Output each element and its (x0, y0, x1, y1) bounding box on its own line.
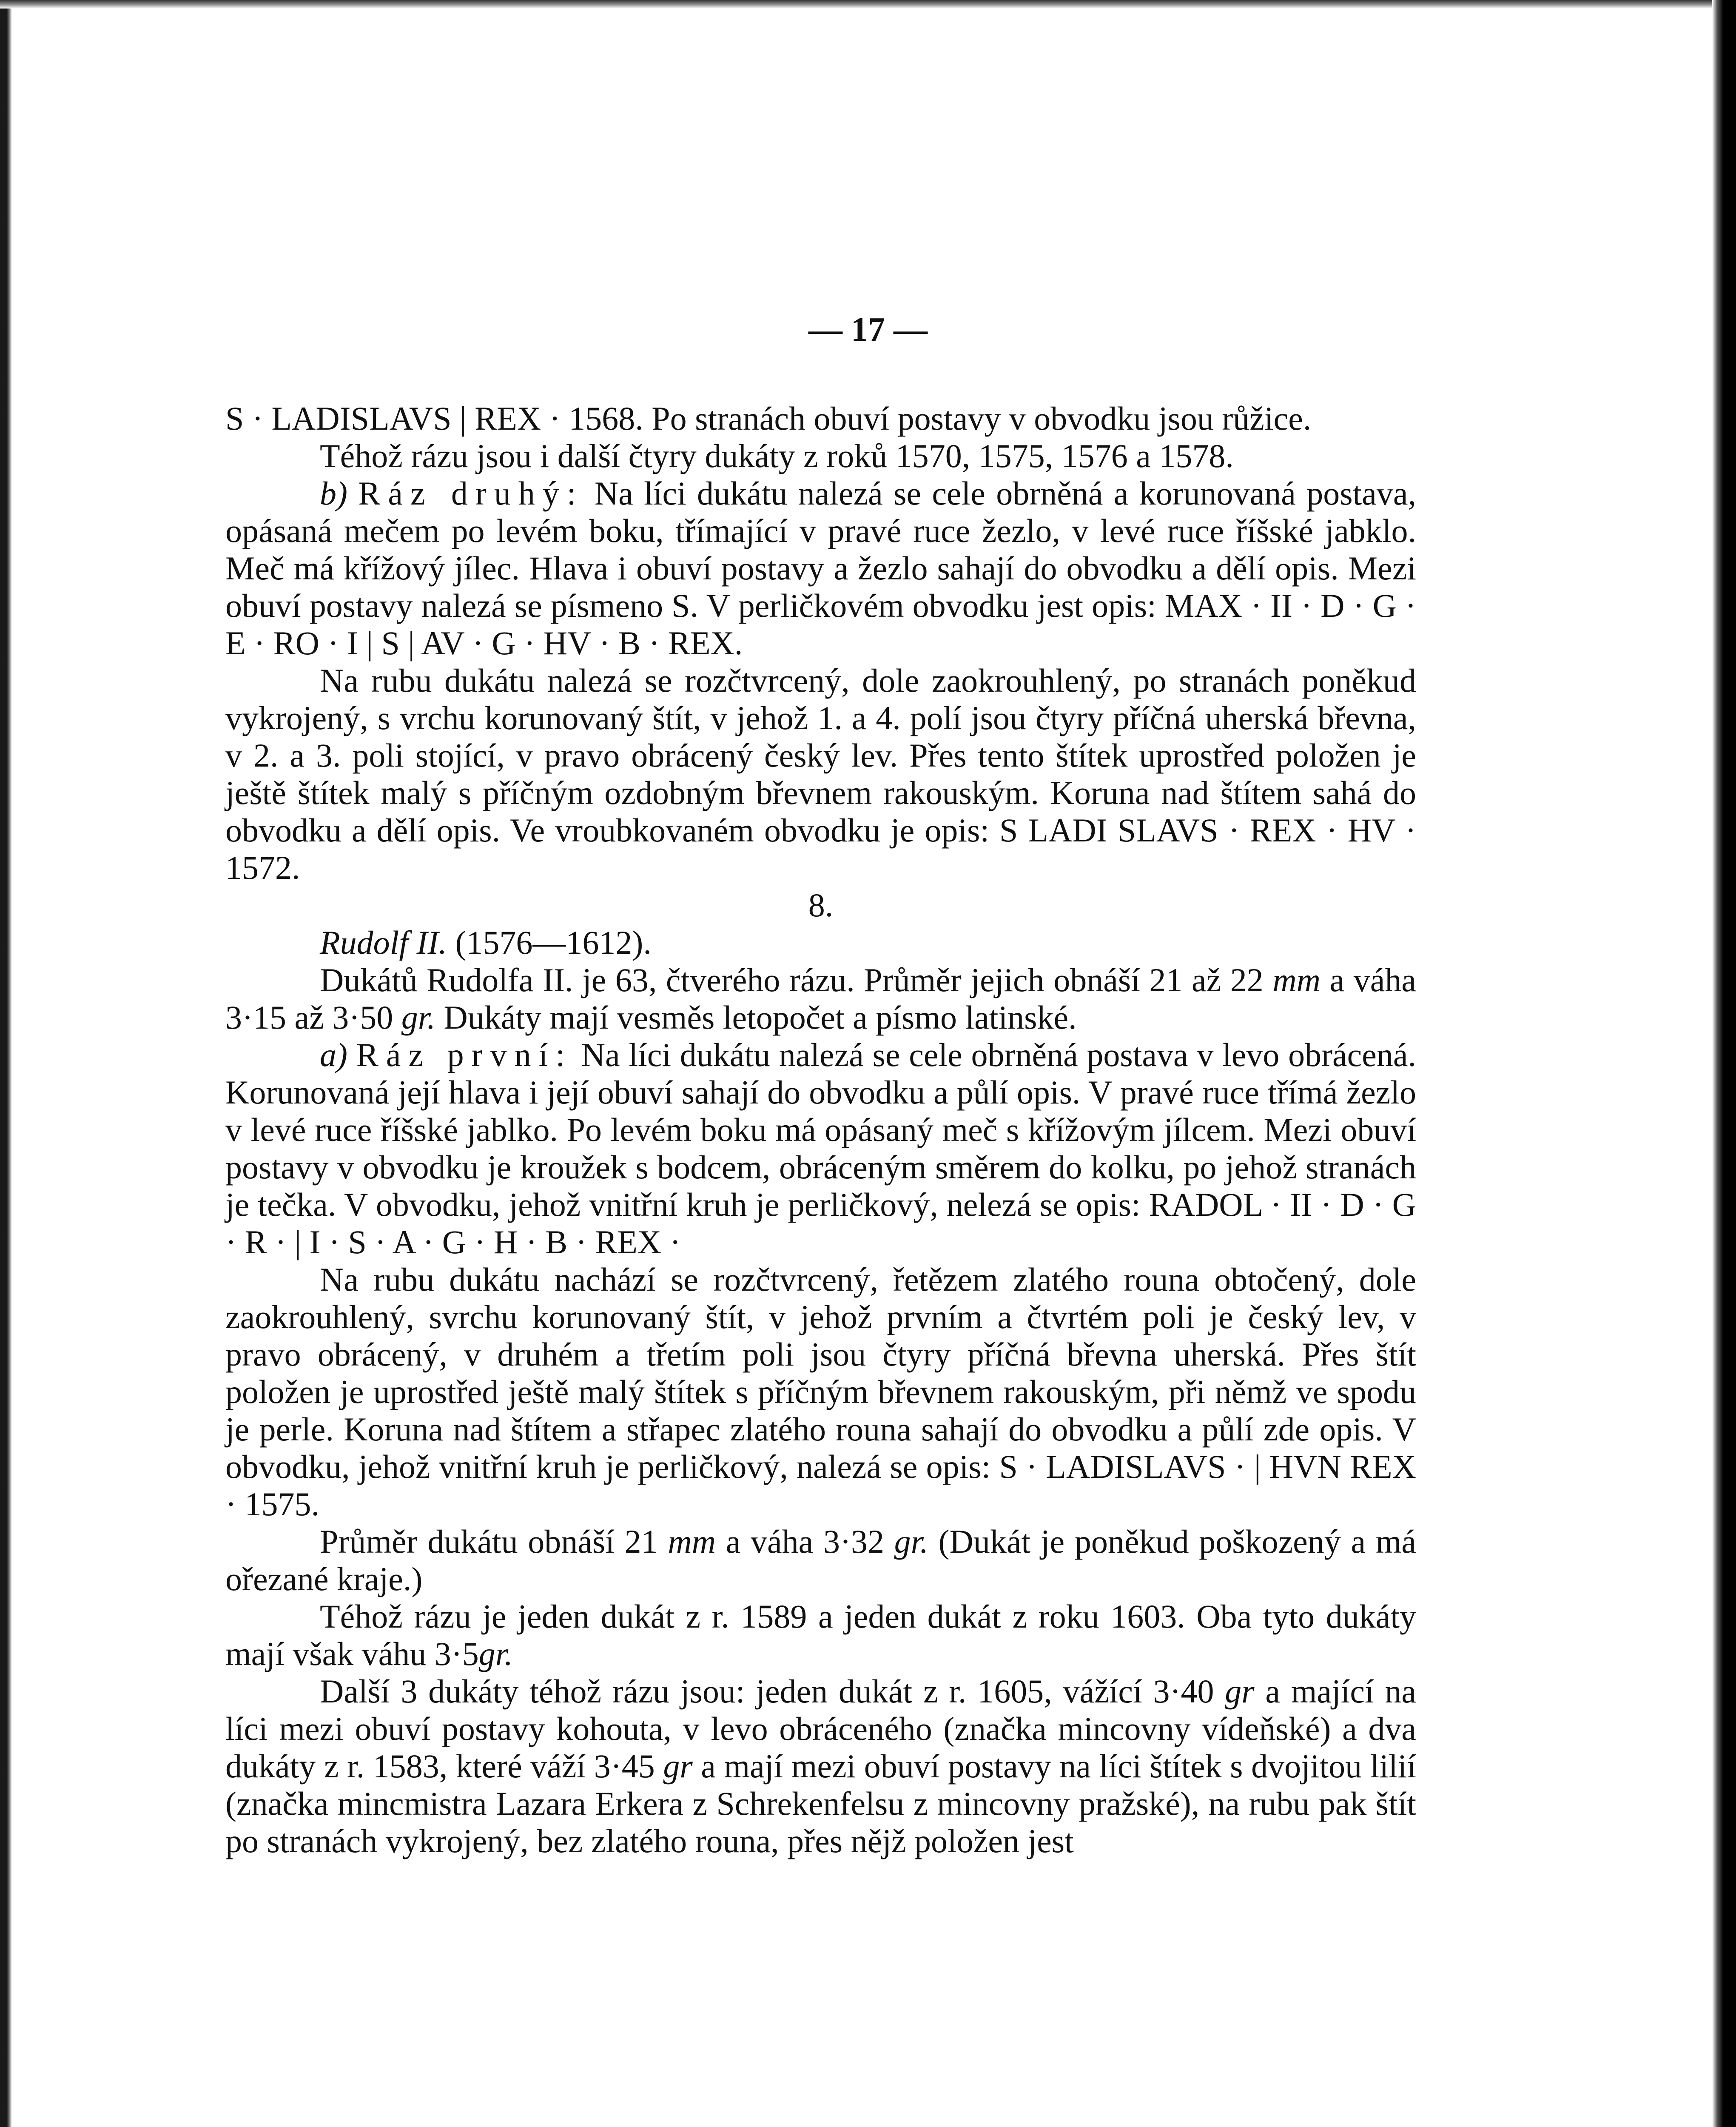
text-run: Dukátů Rudolfa II. je 63, čtverého rázu. Průměr jejich obnáší 21 až 22 (320, 961, 1264, 998)
paragraph-text: Na líci dukátu nalezá se cele obrněná postava v levo obrácená. Korunovaná její hlava i její obuví sahají do obvodku a půlí opis. V pravé ruce třímá žezlo v levé ruce říšské jablko. Po levém boku má opásaný meč s křížovým jílcem. Mezi obuví postavy v obvodku je kroužek s bodcem, obráceným směrem do kolku, po jehož stranách je tečka. V obvodku, jehož vnitřní kruh je perličkový, nelezá se opis: RADOL · II · D · G · R · | I · S · A · G · H · B · REX · (225, 1036, 1417, 1260)
body-text (225, 400, 1416, 1860)
item-label: a) (320, 1036, 347, 1073)
text-run: a mající na líci mezi obuví postavy kohouta, v levo obráceného (značka mincovny vídeňské) a dva dukáty z r. 1583, které váží 3·45 (225, 1673, 1417, 1785)
text-run: a mají mezi obuví postavy na líci štítek s dvojitou lilií (značka mincmistra Lazara Erkera z Schrekenfelsu z mincovny pražské), na rubu pak štít po stranách vykrojený, bez zlatého rouna, přes nějž položen jest (225, 1748, 1417, 1859)
unit: gr. (478, 1635, 513, 1672)
text-run: a váha 3·15 až 3·50 (225, 961, 1416, 1036)
text-run: Průměr dukátu obnáší 21 (320, 1523, 658, 1560)
type-heading: Ráz druhý: (358, 475, 584, 512)
ruler-years: (1576—1612). (455, 924, 652, 961)
paragraph (225, 1523, 1416, 1598)
unit: gr (663, 1748, 693, 1785)
paragraph (225, 1673, 1416, 1860)
paragraph (225, 961, 1416, 1036)
paragraph (225, 1598, 1416, 1673)
ruler-name: Rudolf II. (320, 924, 447, 961)
page-number: — 17 — (808, 311, 928, 348)
section-number: 8. (808, 887, 834, 924)
unit: mm (1272, 961, 1321, 998)
text-run: Dukáty mají vesměs letopočet a písmo latinské. (444, 999, 1077, 1036)
section-heading (225, 924, 1416, 961)
paragraph-text: Na líci dukátu nalezá se cele obrněná a korunovaná postava, opásaná mečem po levém boku, třímající v pravé ruce žezlo, v levé ruce říšské jabklo. Meč má křížový jílec. Hlava i obuví postavy a žezlo sahají do obvodku a dělí opis. Mezi obuví postavy nalezá se písmeno S. V perličkovém obvodku jest opis: MAX · II · D · G · E · RO · I | S | AV · G · HV · B · REX. (225, 475, 1416, 661)
unit: gr (1225, 1673, 1255, 1710)
type-heading: Ráz první: (356, 1036, 572, 1073)
paragraph (225, 1036, 1416, 1261)
text-run: Téhož rázu je jeden dukát z r. 1589 a jeden dukát z roku 1603. Oba tyto dukáty mají však váhu 3·5 (225, 1598, 1416, 1672)
unit: gr. (401, 999, 435, 1036)
scan-top-edge (0, 0, 1736, 9)
text-run: (Dukát je poněkud poškozený a má ořezané kraje.) (225, 1523, 1417, 1597)
text-run: a váha 3·32 (726, 1523, 884, 1560)
unit: gr. (894, 1523, 928, 1560)
paragraph: Na rubu dukátu nachází se rozčtvrcený, řetězem zlatého rouna obtočený, dole zaokrouhlený, svrchu korunovaný štít, v jehož prvním a čtvrtém poli je český lev, v pravo obrácený, v druhém a třetím poli jsou čtyry příčná břevna uherská. Přes štít položen je uprostřed ještě malý štítek s příčným břevnem rakouským, při němž ve spodu je perle. Koruna nad štítem a střapec zlatého rouna sahají do obvodku a půlí zde opis. V obvodku, jehož vnitřní kruh je perličkový, nalezá se opis: S · LADISLAVS · | HVN REX · 1575. (225, 1261, 1416, 1523)
paragraph: Téhož rázu jsou i další čtyry dukáty z roků 1570, 1575, 1576 a 1578. (320, 437, 1234, 474)
paragraph: Na rubu dukátu nalezá se rozčtvrcený, dole zaokrouhlený, po stranách poněkud vykrojený, s vrchu korunovaný štít, v jehož 1. a 4. polí jsou čtyry příčná uherská břevna, v 2. a 3. poli stojící, v pravo obrácený český lev. Přes tento štítek uprostřed položen je ještě štítek malý s příčným ozdobným břevnem rakouským. Koruna nad štítem sahá do obvodku a dělí opis. Ve vroubkovaném obvodku je opis: S LADI SLAVS · REX · HV · 1572. (225, 662, 1416, 886)
item-label: b) (320, 475, 347, 512)
text-run: Další 3 dukáty téhož rázu jsou: jeden dukát z r. 1605, vážící 3·40 (320, 1673, 1214, 1710)
paragraph (225, 475, 1416, 662)
unit: mm (668, 1523, 716, 1560)
paragraph: S · LADISLAVS | REX · 1568. Po stranách obuví postavy v obvodku jsou růžice. (225, 400, 1312, 437)
